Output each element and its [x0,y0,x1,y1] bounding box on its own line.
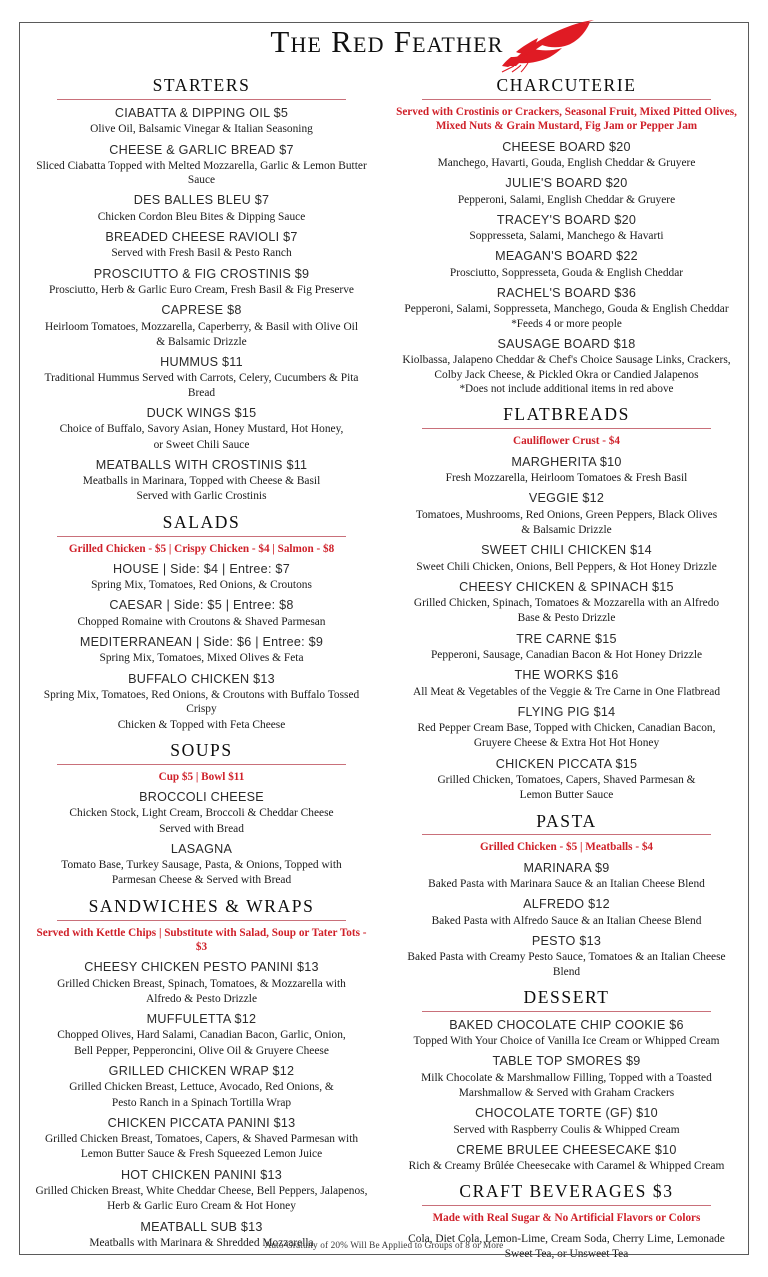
section-note: Served with Kettle Chips | Substitute with Salad, Soup or Tater Tots - $3 [36,926,367,953]
menu-item-description: Spring Mix, Tomatoes, Mixed Olives & Feta [99,652,304,665]
menu-item-name: HOUSE | Side: $4 | Entree: $7 [113,561,290,576]
menu-item-description: Grilled Chicken Breast, Lettuce, Avocado, Red Onions, & [69,1081,334,1094]
menu-item [395,491,738,537]
menu-section [30,741,373,888]
menu-section [395,812,738,979]
menu-item [395,668,738,699]
menu-item [30,842,373,888]
menu-item-description: Pepperoni, Salami, English Cheddar & Gruyere [457,193,676,206]
menu-item [395,897,738,928]
section-heading: FLATBREADS [503,404,630,425]
section-note: Grilled Chicken - $5 | Meatballs - $4 [479,841,654,854]
menu-item [395,176,738,207]
menu-section [30,513,373,732]
menu-item-description-line2: & Balsamic Drizzle [521,523,612,536]
menu-item-description: Milk Chocolate & Marshmallow Filling, Topped with a Toasted [421,1071,712,1084]
menu-item-description-line2: or Sweet Chili Sauce [153,438,250,451]
masthead [20,12,748,70]
menu-item-description: Kiolbassa, Jalapeno Cheddar & Chef's Choice Sausage Links, Crackers, [402,353,731,366]
section-heading: SANDWICHES & WRAPS [88,895,315,916]
menu-item-description: Chicken Cordon Bleu Bites & Dipping Sauce [97,210,306,223]
menu-item-description: Tomato Base, Turkey Sausage, Pasta, & Onions, Topped with [61,859,342,872]
menu-item-description-line2: Bell Pepper, Pepperoncini, Olive Oil & Gruyere Cheese [74,1044,329,1057]
menu-item [30,598,373,629]
menu-item [30,458,373,504]
menu-item [395,455,738,486]
menu-item-description: Sliced Ciabatta Topped with Melted Mozzarella, Garlic & Lemon Butter Sauce [36,159,367,187]
feather-icon [490,18,602,74]
menu-item-description-line2: Gruyere Cheese & Extra Hot Hot Honey [473,737,660,750]
menu-item-description: Sweet Chili Chicken, Onions, Bell Peppers, & Hot Honey Drizzle [416,560,717,573]
menu-item [395,757,738,803]
menu-item-description: Cola, Diet Cola, Lemon-Lime, Cream Soda, Cherry Lime, Lemonade [408,1232,725,1245]
menu-section [395,76,738,396]
menu-item-description-line2: Base & Pesto Drizzle [517,612,616,625]
menu-item-description: Grilled Chicken Breast, Tomatoes, Capers, & Shaved Parmesan with [44,1133,359,1146]
section-divider [57,99,345,100]
menu-item-description: Grilled Chicken Breast, White Cheddar Cheese, Bell Peppers, Jalapenos, [35,1185,368,1198]
menu-item-name: CHEESY CHICKEN & SPINACH $15 [459,579,674,594]
menu-item-description: Manchego, Havarti, Gouda, English Cheddar & Gruyere [437,156,696,169]
section-note: Made with Real Sugar & No Artificial Flavors or Colors [432,1212,701,1225]
section-divider [57,536,345,537]
menu-item-name: HUMMUS $11 [160,355,243,370]
menu-item-description-line2: Chicken & Topped with Feta Cheese [117,718,286,731]
gratuity-note: Auto Gratuity of 20% Will Be Applied to Groups of 8 or More [264,1241,504,1251]
menu-item-name: SAUSAGE BOARD $18 [497,336,636,351]
menu-item-description: Chicken Stock, Light Cream, Broccoli & Cheddar Cheese [69,807,334,820]
menu-item-description: All Meat & Vegetables of the Veggie & Tre Carne in One Flatbread [412,685,721,698]
menu-item-description-line2: & Balsamic Drizzle [156,335,247,348]
section-note: Served with Crostinis or Crackers, Seasonal Fruit, Mixed Pitted Olives, Mixed Nuts & Grain Mustard, Fig Jam or Pepper Jam [396,105,737,133]
menu-item-name: CHOCOLATE TORTE (GF) $10 [475,1106,658,1121]
menu-item-description: Served with Raspberry Coulis & Whipped Cream [453,1123,680,1136]
menu-item [395,1054,738,1100]
menu-item-description: Meatballs with Marinara & Shredded Mozzarella [89,1236,314,1249]
menu-item-description: Rich & Creamy Brûlée Cheesecake with Caramel & Whipped Cream [408,1160,725,1173]
menu-item-description: Chopped Romaine with Croutons & Shaved Parmesan [77,615,326,628]
menu-item-description: Soppresseta, Salami, Manchego & Havarti [469,230,664,243]
section-divider [422,428,710,429]
section-note: Cauliflower Crust - $4 [513,435,620,448]
menu-item [395,861,738,892]
menu-item-name: PESTO $13 [531,933,602,948]
menu-item-name: BROCCOLI CHEESE [139,790,264,804]
menu-item-description-line2: Sweet Tea, or Unsweet Tea [504,1247,629,1260]
menu-item-name: CHEESE BOARD $20 [502,139,631,154]
menu-item-name: CAPRESE $8 [161,303,242,318]
menu-item-name: TABLE TOP SMORES $9 [492,1054,641,1069]
menu-item-name: MUFFULETTA $12 [146,1012,257,1027]
menu-section [30,76,373,504]
menu-item-description: Olive Oil, Balsamic Vinegar & Italian Seasoning [90,123,313,136]
section-heading: DESSERT [523,986,610,1007]
section-heading: SOUPS [170,739,233,760]
menu-item-name: CHICKEN PICCATA $15 [495,756,638,771]
menu-item-description: Topped With Your Choice of Vanilla Ice Cream or Whipped Cream [413,1035,720,1048]
menu-item-description: Meatballs in Marinara, Topped with Cheese & Basil [82,475,321,488]
menu-item [30,1012,373,1058]
menu-item [30,267,373,298]
menu-item-description: Baked Pasta with Creamy Pesto Sauce, Tomatoes & an Italian Cheese Blend [407,951,726,978]
menu-item [30,143,373,188]
menu-item [395,140,738,171]
menu-item-name: RACHEL'S BOARD $36 [496,285,637,300]
section-divider [422,99,710,100]
menu-item-name: CHICKEN PICCATA PANINI $13 [107,1115,296,1130]
menu-item-description: Prosciutto, Herb & Garlic Euro Cream, Fresh Basil & Fig Preserve [49,283,354,296]
menu-item-description-line2: Parmesan Cheese & Served with Bread [111,874,292,887]
menu-item [30,1064,373,1110]
menu-columns [22,70,746,1261]
menu-item-description-line2: Lemon Butter Sauce [519,789,614,802]
right-column [391,70,746,1261]
menu-item-description: Prosciutto, Soppresseta, Gouda & English Cheddar [449,266,684,279]
menu-item-name: MEATBALLS WITH CROSTINIS $11 [95,457,308,472]
menu-item-name: VEGGIE $12 [528,491,605,506]
menu-item-description: Red Pepper Cream Base, Topped with Chicken, Canadian Bacon, [417,722,716,735]
menu-item-description: Tomatoes, Mushrooms, Red Onions, Green Peppers, Black Olives [415,508,718,521]
menu-item [395,705,738,751]
menu-item-name: BUFFALO CHICKEN $13 [128,671,275,686]
menu-item-name: GRILLED CHICKEN WRAP $12 [108,1063,295,1078]
menu-item-name: CIABATTA & DIPPING OIL $5 [114,105,289,120]
menu-item-note: *Feeds 4 or more people [511,317,622,330]
menu-item-name: MEAGAN'S BOARD $22 [495,249,638,264]
menu-item-description: Grilled Chicken, Spinach, Tomatoes & Mozzarella with an Alfredo [413,597,720,610]
menu-item-name: MARGHERITA $10 [511,454,622,469]
menu-item [395,213,738,244]
menu-item-name: LASAGNA [170,841,233,856]
menu-item [30,790,373,836]
menu-item [395,543,738,574]
menu-item-name: PROSCIUTTO & FIG CROSTINIS $9 [93,266,310,281]
section-divider [57,920,345,921]
menu-item-description: Baked Pasta with Marinara Sauce & an Italian Cheese Blend [428,878,705,891]
menu-item-name: TRE CARNE $15 [516,631,617,646]
menu-item-description: Chopped Olives, Hard Salami, Canadian Bacon, Garlic, Onion, [57,1029,346,1042]
menu-item [395,934,738,979]
menu-item [30,355,373,400]
menu-item [395,632,738,663]
menu-item [30,1116,373,1162]
section-divider [422,834,710,835]
menu-item [30,193,373,224]
menu-item-name: TRACEY'S BOARD $20 [496,212,637,227]
menu-item-name: FLYING PIG $14 [517,704,616,719]
menu-item-name: CAESAR | Side: $5 | Entree: $8 [109,598,294,613]
menu-item-name: MEDITERRANEAN | Side: $6 | Entree: $9 [79,635,324,650]
section-divider [422,1205,710,1206]
menu-item [30,635,373,666]
menu-item [395,337,738,397]
menu-item [395,286,738,331]
section-note: Cup $5 | Bowl $11 [158,770,245,783]
menu-item-name: CHEESE & GARLIC BREAD $7 [109,142,294,157]
menu-item [30,230,373,261]
menu-item-description-line2: Served with Bread [159,822,244,835]
menu-item [30,960,373,1006]
menu-item [30,406,373,452]
menu-item [30,562,373,593]
menu-item-description: Pepperoni, Salami, Soppresseta, Manchego, Gouda & English Cheddar [404,303,729,316]
menu-item-description-line2: Lemon Butter Sauce & Fresh Squeezed Lemon Juice [80,1148,323,1161]
menu-item-name: DES BALLES BLEU $7 [133,193,270,208]
menu-item-description: Heirloom Tomatoes, Mozzarella, Caperberry, & Basil with Olive Oil [45,320,358,333]
menu-item [395,1106,738,1137]
menu-item-name: CREME BRULEE CHEESECAKE $10 [456,1142,677,1157]
section-heading: PASTA [536,810,597,831]
menu-section [30,897,373,1250]
section-heading: CHARCUTERIE [496,75,637,95]
menu-item-name: DUCK WINGS $15 [146,405,257,420]
menu-item-description: Grilled Chicken Breast, Spinach, Tomatoes, & Mozzarella with [57,977,346,990]
menu-page [0,12,768,1277]
menu-item-description: Choice of Buffalo, Savory Asian, Honey Mustard, Hot Honey, [59,423,344,436]
section-heading: CRAFT BEVERAGES $3 [459,1181,674,1202]
menu-item-description: Pepperoni, Sausage, Canadian Bacon & Hot Honey Drizzle [430,648,703,661]
menu-item-name: JULIE'S BOARD $20 [505,176,628,191]
menu-item-name: MEATBALL SUB $13 [140,1219,263,1234]
menu-item-description-line2: Herb & Garlic Euro Cream & Hot Honey [107,1200,296,1213]
section-note: Grilled Chicken - $5 | Crispy Chicken - $4 | Salmon - $8 [68,542,335,555]
menu-item-name: CHEESY CHICKEN PESTO PANINI $13 [84,960,319,975]
menu-item-note: *Does not include additional items in red above [459,383,674,396]
menu-section [395,405,738,802]
menu-item-description: Served with Fresh Basil & Pesto Ranch [111,247,292,260]
menu-item-name: MARINARA $9 [523,860,610,875]
menu-item [30,1168,373,1214]
menu-item-description-line2: Colby Jack Cheese, & Pickled Okra or Candied Jalapenos [434,369,699,382]
section-divider [422,1011,710,1012]
menu-item [30,106,373,137]
menu-item-name: BREADED CHEESE RAVIOLI $7 [105,229,298,244]
left-column [22,70,377,1250]
menu-item-description-line2: Served with Garlic Crostinis [136,490,267,503]
menu-item-name: BAKED CHOCOLATE CHIP COOKIE $6 [449,1017,684,1032]
section-divider [57,764,345,765]
menu-item [395,249,738,280]
menu-item [395,580,738,626]
menu-item-name: ALFREDO $12 [523,897,610,912]
menu-item-description: Spring Mix, Tomatoes, Red Onions, & Croutons [91,579,312,592]
menu-item-name: HOT CHICKEN PANINI $13 [120,1167,283,1182]
menu-item-description-line2: Pesto Ranch in a Spinach Tortilla Wrap [111,1096,292,1109]
menu-item-description: Fresh Mozzarella, Heirloom Tomatoes & Fresh Basil [445,472,688,485]
brand-title: The Red Feather [270,23,504,59]
menu-item-description: Baked Pasta with Alfredo Sauce & an Italian Cheese Blend [431,914,702,927]
menu-item [395,1143,738,1174]
section-heading: STARTERS [152,75,251,95]
menu-item-description-line2: Marshmallow & Served with Graham Crackers [458,1086,675,1099]
menu-item [30,303,373,349]
menu-item-description: Grilled Chicken, Tomatoes, Capers, Shaved Parmesan & [437,774,696,787]
menu-item [30,672,373,732]
menu-item-name: SWEET CHILI CHICKEN $14 [481,543,652,558]
menu-section [395,988,738,1174]
menu-item-description: Spring Mix, Tomatoes, Red Onions, & Croutons with Buffalo Tossed Crispy [43,689,360,716]
menu-item [395,1018,738,1049]
menu-item-name: THE WORKS $16 [514,668,619,683]
section-heading: SALADS [162,511,241,532]
menu-item-description: Traditional Hummus Served with Carrots, Celery, Cucumbers & Pita Bread [44,372,359,399]
menu-item-description-line2: Alfredo & Pesto Drizzle [145,992,258,1005]
